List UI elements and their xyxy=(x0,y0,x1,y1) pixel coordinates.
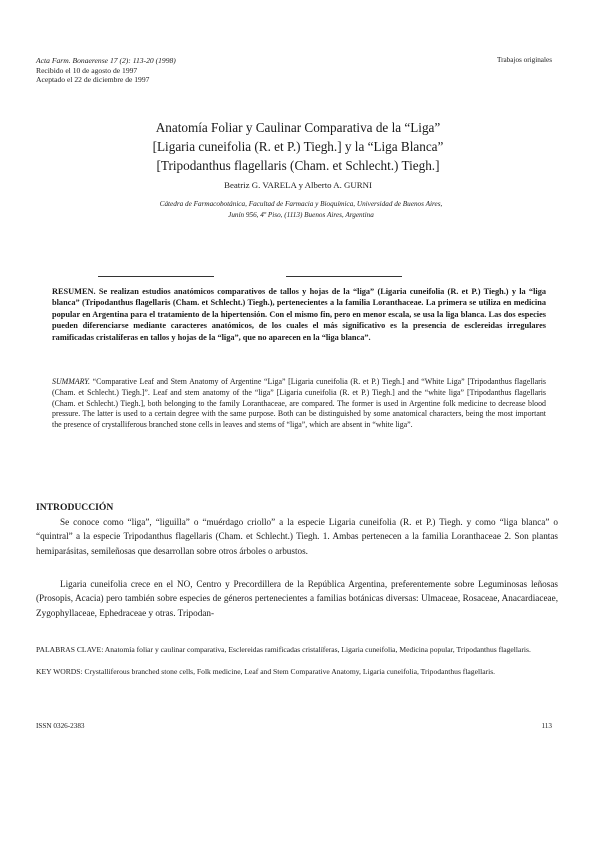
title-line-1: Anatomía Foliar y Caulinar Comparativa de la “Liga” xyxy=(155,120,441,135)
section-label: Trabajos originales xyxy=(496,56,552,64)
authors: Beatriz G. VARELA y Alberto A. GURNI xyxy=(224,180,372,190)
divider-left xyxy=(98,276,214,277)
keywords-es-label: PALABRAS CLAVE: xyxy=(36,645,104,654)
intro-heading: INTRODUCCIÓN xyxy=(36,502,114,513)
accepted-date: Aceptado el 22 de diciembre de 1997 xyxy=(36,75,150,85)
keywords-en-text: Crystalliferous branched stone cells, Folk medicine, Leaf and Stem Comparative Anatomy, Ligaria cuneifolia, Tripodanthus flagellaris. xyxy=(84,667,496,676)
issn: ISSN 0326-2383 xyxy=(36,722,85,730)
journal-citation: Acta Farm. Bonaerense 17 (2): 113-20 (1998) xyxy=(36,56,176,65)
received-date: Recibido el 10 de agosto de 1997 xyxy=(36,65,138,75)
keywords-english xyxy=(36,667,558,677)
intro-paragraph-1: Se conoce como “liga”, “liguilla” o “muérdago criollo” a la especie Ligaria cuneifolia (R. et P.) Tiegh. y como “liga blanca” o “quintral” a la especie Tripodanthus flagellaris (Cham. et Schlecht.) Tiegh. 1. Ambas pertenecen a la familia Loranthaceae 2. Son plantas hemiparásitas, semileñosas que desarrollan sobre otros árboles o arbustos. xyxy=(36,517,558,556)
abstract-spanish xyxy=(52,286,546,343)
keywords-es-text: Anatomía foliar y caulinar comparativa, Esclereidas ramificadas cristalíferas, Ligaria cuneifolia, Medicina popular, Tripodanthus flagellaris. xyxy=(104,645,531,654)
summary-label: SUMMARY. xyxy=(52,377,90,386)
title-line-3: [Tripodanthus flagellaris (Cham. et Schlecht.) Tiegh.] xyxy=(156,158,440,173)
resumen-text: Se realizan estudios anatómicos comparativos de tallos y hojas de la “liga” (Ligaria cuneifolia (R. et P.) Tiegh.) y la “liga blanca” (Tripodanthus flagellaris (Cham. et Schlecht.) Tiegh.), pertenecientes a la familia Loranthaceae. La primera se utiliza en medicina popular en Argentina para el tratamiento de la hipertensión. Con el mismo fin, pero en menor escala, se usa la liga blanca. Las dos especies pueden diferenciarse mediante caracteres anatómicos, de los cuales el más significativo es la presencia de esclereidas irregulares ramificadas cristalíferas en tallos y hojas de la “liga”, que no aparecen en la “liga blanca”. xyxy=(52,287,546,342)
affiliation-line-2: Junín 956, 4º Piso, (1113) Buenos Aires, Argentina xyxy=(228,210,374,219)
affiliation xyxy=(96,199,506,220)
divider-right xyxy=(286,276,402,277)
title-line-2: [Ligaria cuneifolia (R. et P.) Tiegh.] y la “Liga Blanca” xyxy=(152,139,444,154)
abstract-english xyxy=(52,377,546,431)
page-number: 113 xyxy=(541,722,552,730)
header-block xyxy=(36,56,558,85)
footer xyxy=(36,722,558,730)
keywords-en-label: KEY WORDS: xyxy=(36,667,83,676)
resumen-label: RESUMEN. xyxy=(52,287,96,296)
summary-text: “Comparative Leaf and Stem Anatomy of Argentine “Liga” [Ligaria cuneifolia (R. et P.) Tiegh.] and “White Liga” [Tripodanthus flagellaris (Cham. et Schlecht.) Tiegh.]”. Leaf and stem anatomy of the “liga” [Ligaria cuneifolia (R. et P.) Tiegh.] and the “white liga” [Tripodanthus flagellaris (Cham. et Schlecht.) Tiegh.], both belonging to the family Loranthaceae, are compared. The former is used in Argentine folk medicine to decrease blood pressure. The latter is used to a certain degree with the same purpose. Both can be distinguished by some anatomical characters, being the most important the presence of crystalliferous branched stone cells in leaves and stems of “liga”, which are absent in “white liga”. xyxy=(52,377,546,430)
affiliation-line-1: Cátedra de Farmacobotánica, Facultad de Farmacia y Bioquímica, Universidad de Buenos Aires, xyxy=(159,200,443,208)
intro-paragraph-2: Ligaria cuneifolia crece en el NO, Centro y Precordillera de la República Argentina, preferentemente sobre Leguminosas leñosas (Prosopis, Acacia) pero también sobre especies de géneros pertenecientes a familias botánicas diversas: Ulmaceae, Rosaceae, Anacardiaceae, Zygophyllaceae, Ephedraceae y otras. Tripodan- xyxy=(36,579,558,618)
paper-title xyxy=(44,118,552,175)
keywords-spanish xyxy=(36,645,558,655)
